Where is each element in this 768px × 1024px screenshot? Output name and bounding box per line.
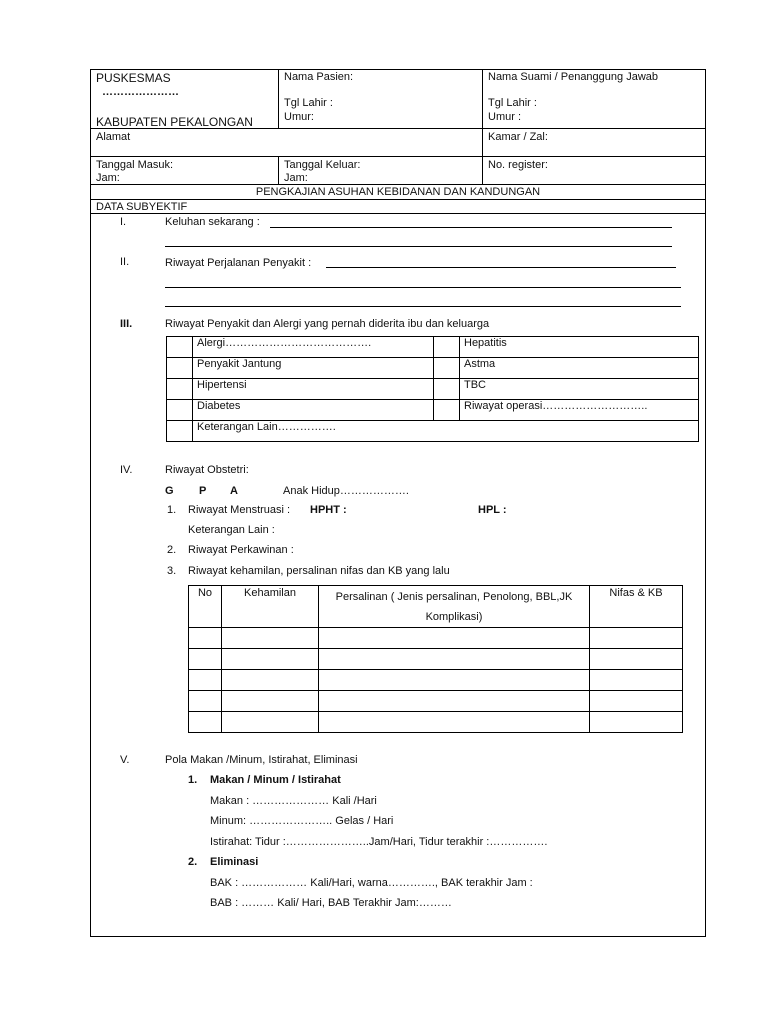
puskesmas-label: PUSKESMAS — [96, 71, 171, 85]
checkbox-cell[interactable] — [167, 358, 193, 379]
table-header-row — [189, 586, 683, 628]
table-cell[interactable] — [222, 712, 319, 733]
tgl-lahir-suami-field: Tgl Lahir : — [488, 97, 537, 109]
table-row — [189, 628, 683, 649]
answer-line — [165, 246, 672, 247]
keterangan-lain-label: Keterangan Lain : — [188, 524, 275, 536]
table-cell[interactable] — [189, 691, 222, 712]
form-title: PENGKAJIAN ASUHAN KEBIDANAN DAN KANDUNGAN — [255, 186, 541, 198]
puskesmas-dots: ………………… — [102, 86, 179, 98]
section-title: DATA SUBYEKTIF — [96, 201, 188, 213]
table-cell[interactable] — [222, 649, 319, 670]
table-cell[interactable] — [319, 691, 590, 712]
tanggal-masuk-field: Tanggal Masuk: — [96, 159, 174, 171]
penyakit-item: Hepatitis — [460, 337, 699, 358]
keterangan-lain: Keterangan Lain……………. — [193, 421, 699, 442]
divider — [278, 69, 279, 129]
penyakit-item: Penyakit Jantung — [193, 358, 434, 379]
riwayat-menstruasi-label: Riwayat Menstruasi : — [188, 504, 291, 516]
table-row — [189, 649, 683, 670]
table-row — [167, 400, 699, 421]
table-cell[interactable] — [189, 628, 222, 649]
header-persalinan — [319, 586, 590, 628]
checkbox-cell[interactable] — [167, 337, 193, 358]
answer-line — [270, 227, 672, 228]
divider — [90, 199, 706, 200]
table-cell[interactable] — [590, 628, 683, 649]
penyakit-item: Hipertensi — [193, 379, 434, 400]
penyakit-item: Astma — [460, 358, 699, 379]
hpht-label: HPHT : — [310, 504, 347, 516]
table-row — [167, 337, 699, 358]
divider — [482, 69, 483, 184]
table-cell[interactable] — [222, 628, 319, 649]
table-cell[interactable] — [590, 712, 683, 733]
kamar-field: Kamar / Zal: — [488, 131, 548, 143]
eliminasi-label: Eliminasi — [210, 856, 259, 868]
table-cell[interactable] — [319, 628, 590, 649]
item-number: 2. — [167, 544, 177, 556]
sub-number: 1. — [188, 774, 198, 786]
jam-masuk-field: Jam: — [96, 172, 120, 184]
table-cell[interactable] — [189, 649, 222, 670]
item-number: 3. — [167, 565, 177, 577]
tanggal-keluar-field: Tanggal Keluar: — [284, 159, 361, 171]
header-nifas: Nifas & KB — [590, 586, 683, 628]
section-number: III. — [120, 318, 133, 330]
abortus-label: A — [230, 485, 238, 497]
table-cell[interactable] — [222, 691, 319, 712]
answer-line — [165, 306, 681, 307]
istirahat-field: Istirahat: Tidur :…………………..Jam/Hari, Tidur terakhir :……………. — [210, 836, 548, 848]
table-cell[interactable] — [319, 712, 590, 733]
kabupaten-label: KABUPATEN PEKALONGAN — [96, 115, 253, 129]
table-cell[interactable] — [319, 649, 590, 670]
table-cell[interactable] — [590, 670, 683, 691]
tgl-lahir-field: Tgl Lahir : — [284, 97, 333, 109]
header-persalinan-cont: Komplikasi) — [425, 611, 483, 623]
sub-number: 2. — [188, 856, 198, 868]
checkbox-cell[interactable] — [434, 379, 460, 400]
riwayat-obstetri-label: Riwayat Obstetri: — [165, 464, 249, 476]
makan-minum-label: Makan / Minum / Istirahat — [210, 774, 341, 786]
checkbox-cell[interactable] — [167, 400, 193, 421]
table-row — [189, 670, 683, 691]
checkbox-cell[interactable] — [167, 421, 193, 442]
item-number: 1. — [167, 504, 177, 516]
bab-field: BAB : ……… Kali/ Hari, BAB Terakhir Jam:……… — [210, 897, 452, 909]
header-persalinan-text: Persalinan ( Jenis persalinan, Penolong, BBL,JK — [335, 591, 573, 603]
minum-field: Minum: ………………….. Gelas / Hari — [210, 815, 394, 827]
bak-field: BAK : ……………… Kali/Hari, warna…………., BAK terakhir Jam : — [210, 877, 533, 889]
table-cell[interactable] — [319, 670, 590, 691]
table-cell[interactable] — [189, 670, 222, 691]
obstetri-table — [188, 585, 683, 733]
keluhan-label: Keluhan sekarang : — [165, 216, 260, 228]
table-row — [189, 691, 683, 712]
riwayat-penyakit-label: Riwayat Penyakit dan Alergi yang pernah diderita ibu dan keluarga — [165, 318, 490, 330]
section-number: V. — [120, 754, 130, 766]
table-cell[interactable] — [189, 712, 222, 733]
divider — [90, 156, 706, 157]
table-row — [167, 379, 699, 400]
section-number: IV. — [120, 464, 133, 476]
pola-makan-label: Pola Makan /Minum, Istirahat, Eliminasi — [165, 754, 358, 766]
hpl-label: HPL : — [478, 504, 507, 516]
header-kehamilan: Kehamilan — [222, 586, 319, 628]
anak-hidup-label: Anak Hidup………………. — [283, 485, 409, 497]
penyakit-item: TBC — [460, 379, 699, 400]
nama-pasien-field: Nama Pasien: — [284, 71, 354, 83]
penyakit-table — [166, 336, 699, 442]
divider — [90, 184, 706, 185]
alamat-field: Alamat — [96, 131, 131, 143]
penyakit-item: Diabetes — [193, 400, 434, 421]
para-label: P — [199, 485, 207, 497]
gravida-label: G — [165, 485, 174, 497]
checkbox-cell[interactable] — [434, 358, 460, 379]
answer-line — [326, 267, 676, 268]
section-number: II. — [120, 256, 130, 268]
umur-field: Umur: — [284, 111, 314, 123]
checkbox-cell[interactable] — [434, 337, 460, 358]
table-cell[interactable] — [590, 691, 683, 712]
umur-suami-field: Umur : — [488, 111, 521, 123]
penyakit-item: Alergi…………………………………. — [193, 337, 434, 358]
table-cell[interactable] — [590, 649, 683, 670]
no-register-field: No. register: — [488, 159, 548, 171]
penyakit-item: Riwayat operasi……………………….. — [460, 400, 699, 421]
table-cell[interactable] — [222, 670, 319, 691]
riwayat-perkawinan-label: Riwayat Perkawinan : — [188, 544, 294, 556]
nama-suami-field: Nama Suami / Penanggung Jawab — [488, 71, 658, 83]
riwayat-perjalanan-label: Riwayat Perjalanan Penyakit : — [165, 257, 312, 269]
makan-field: Makan : ………………… Kali /Hari — [210, 795, 377, 807]
checkbox-cell[interactable] — [167, 379, 193, 400]
table-row — [167, 421, 699, 442]
table-row — [189, 712, 683, 733]
checkbox-cell[interactable] — [434, 400, 460, 421]
header-no: No — [189, 586, 222, 628]
jam-keluar-field: Jam: — [284, 172, 308, 184]
section-number: I. — [120, 216, 127, 228]
answer-line — [165, 287, 681, 288]
riwayat-kehamilan-label: Riwayat kehamilan, persalinan nifas dan KB yang lalu — [188, 565, 450, 577]
divider — [278, 156, 279, 184]
table-row — [167, 358, 699, 379]
